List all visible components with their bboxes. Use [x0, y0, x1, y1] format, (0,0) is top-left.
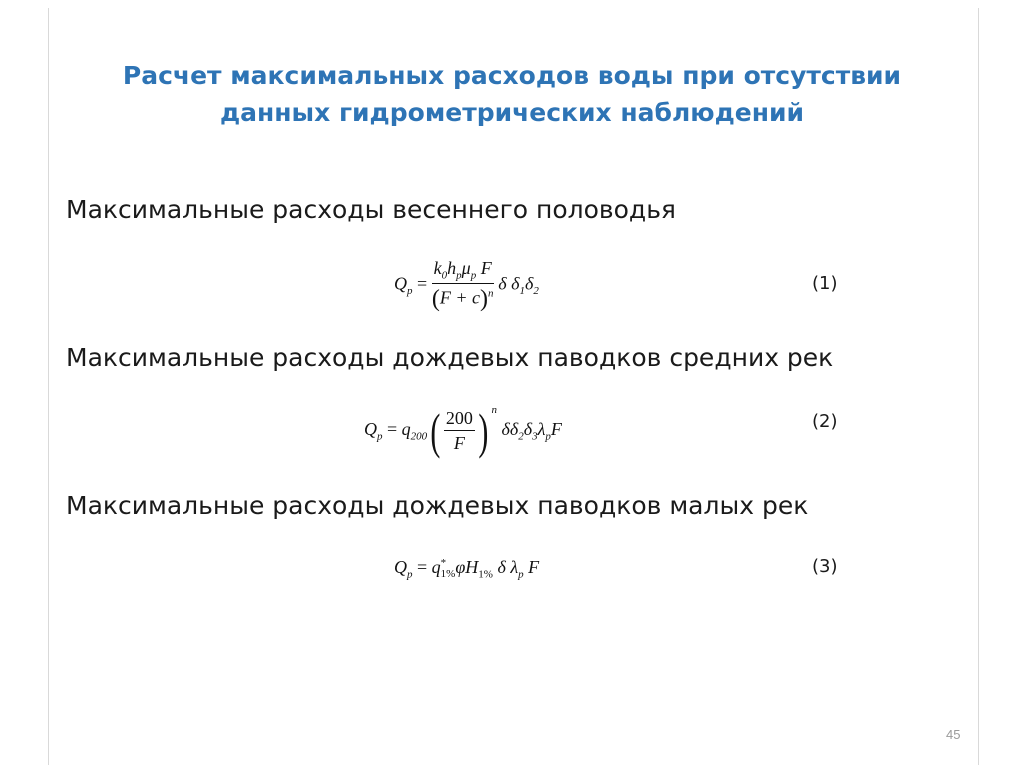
formula-2-exp: n — [491, 404, 497, 416]
formula-1-k-sub: 0 — [441, 269, 448, 282]
formula-1-delta1-sub: 1 — [519, 285, 525, 298]
formula-2-delta3-sub: 3 — [532, 430, 538, 443]
formula-2-F: F — [550, 419, 562, 439]
formula-3 — [394, 557, 539, 581]
formula-3-delta: δ — [497, 557, 506, 577]
formula-1-mu: μ — [461, 258, 471, 278]
formula-1-paren-open: ( — [431, 285, 440, 312]
formula-1-lhs: Q — [394, 273, 407, 294]
formula-2-denominator: F — [453, 432, 465, 453]
formula-1-equals: = — [417, 273, 428, 294]
formula-3-lambda: λ — [510, 557, 519, 577]
formula-2-lambda: λ — [537, 419, 546, 439]
formula-1-delta: δ — [498, 273, 507, 294]
formula-3-q-sub: 1% — [440, 567, 456, 580]
formula-2-fraction — [444, 408, 475, 454]
equation-number-3: (3) — [812, 556, 838, 577]
formula-2-delta: δ — [501, 419, 510, 439]
formula-2-lhs-sub: p — [377, 430, 383, 443]
formula-3-phi: φ — [455, 557, 466, 577]
formula-1-den-body: F + c — [439, 287, 480, 308]
formula-3-lhs: Q — [394, 557, 407, 577]
formula-3-q-sup: * — [440, 556, 447, 569]
formula-2-numerator: 200 — [444, 408, 475, 431]
formula-3-lambda-sub: p — [518, 568, 524, 581]
formula-1-delta1: δ — [511, 273, 520, 294]
formula-1-lhs-sub: p — [407, 285, 413, 298]
formula-1-denominator — [432, 284, 494, 313]
formula-1-delta2-sub: 2 — [533, 285, 539, 298]
page-number: 45 — [946, 727, 961, 742]
formula-1-fraction — [432, 258, 494, 313]
formula-1-paren-close: ) — [480, 285, 488, 312]
formula-2 — [364, 402, 562, 459]
formula-2-delta2-sub: 2 — [518, 430, 524, 443]
formula-1-h-sub: p — [456, 269, 462, 282]
formula-3-q-scripts — [441, 558, 456, 580]
formula-1-h: h — [447, 258, 457, 278]
slide-title — [100, 57, 924, 131]
equation-number-2: (2) — [812, 411, 838, 432]
formula-1-F: F — [480, 258, 492, 278]
equation-number-1: (1) — [812, 273, 838, 294]
formula-2-q: q — [401, 419, 411, 439]
title-line-1: Расчет максимальных расходов воды при отсутствии — [122, 61, 902, 90]
title-line-2: данных гидрометрических наблюдений — [219, 98, 805, 127]
formula-2-delta3: δ — [523, 419, 533, 439]
formula-2-lhs: Q — [364, 419, 377, 439]
section-heading-rain-floods-small-rivers: Максимальные расходы дождевых паводков малых рек — [66, 491, 809, 520]
formula-3-equals: = — [417, 557, 428, 577]
formula-1-mu-sub: p — [470, 269, 477, 282]
formula-3-H-sub: 1% — [478, 568, 493, 581]
formula-1 — [394, 258, 539, 313]
formula-2-equals: = — [387, 419, 398, 439]
formula-2-q-sub: 200 — [410, 430, 428, 443]
formula-2-paren-open: ( — [430, 402, 441, 459]
section-heading-spring-flood: Максимальные расходы весеннего половодья — [66, 195, 676, 224]
formula-2-delta2: δ — [509, 419, 519, 439]
formula-3-F: F — [528, 557, 540, 577]
formula-3-lhs-sub: p — [407, 568, 413, 581]
formula-3-H: H — [465, 557, 479, 577]
formula-1-numerator — [432, 258, 494, 284]
formula-1-den-exp: n — [488, 287, 494, 300]
formula-1-delta2: δ — [524, 273, 534, 294]
formula-1-k: k — [433, 258, 442, 278]
section-heading-rain-floods-medium-rivers: Максимальные расходы дождевых паводков средних рек — [66, 343, 834, 372]
formula-3-q: q — [431, 557, 441, 577]
formula-2-lambda-sub: p — [545, 430, 551, 443]
formula-2-paren-close: ) — [478, 402, 489, 459]
